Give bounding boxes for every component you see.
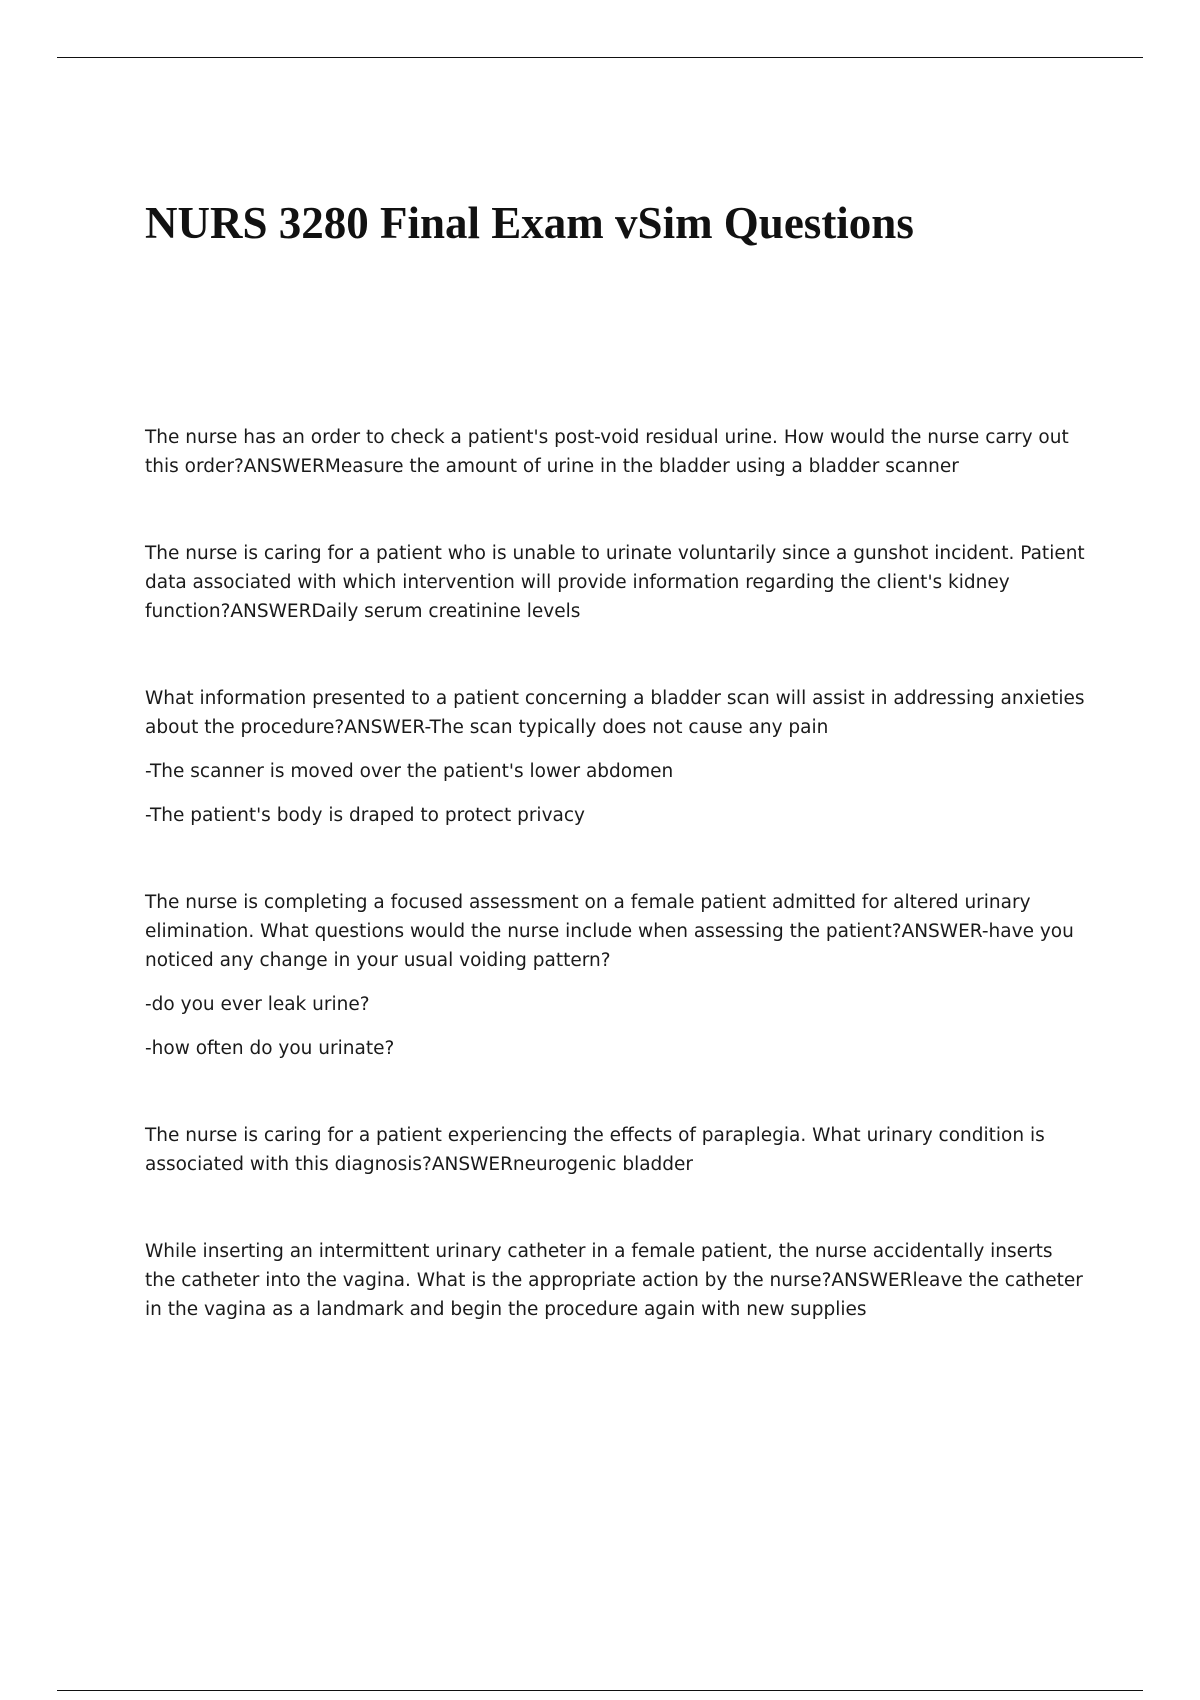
question-text: The nurse is completing a focused assessment on a female patient admitted for altered urinary elimination. What questions would the nurse include when assessing the patient? bbox=[145, 892, 1031, 942]
answer-text: ANSWER-The scan typically does not cause any pain bbox=[344, 717, 829, 738]
qa-paragraph bbox=[145, 539, 1085, 626]
qa-item bbox=[145, 1237, 1085, 1324]
question-text: While inserting an intermittent urinary catheter in a female patient, the nurse accidentally inserts the catheter into the vagina. What is the appropriate action by the nurse? bbox=[145, 1241, 1053, 1291]
answer-text: ANSWERDaily serum creatinine levels bbox=[230, 601, 581, 622]
document-body bbox=[145, 423, 1085, 1382]
question-text: The nurse has an order to check a patient's post-void residual urine. How would the nurse carry out this order? bbox=[145, 427, 1069, 477]
footer-rule bbox=[57, 1690, 1143, 1691]
answer-text: ANSWER-have you noticed any change in your usual voiding pattern? bbox=[145, 921, 1074, 971]
answer-continuation: -do you ever leak urine? bbox=[145, 994, 370, 1015]
answer-text: ANSWERleave the catheter in the vagina as a landmark and begin the procedure again with new supplies bbox=[145, 1270, 1083, 1320]
qa-item bbox=[145, 1121, 1085, 1179]
question-text: The nurse is caring for a patient experiencing the effects of paraplegia. What urinary condition is associated with this diagnosis? bbox=[145, 1125, 1045, 1175]
qa-item bbox=[145, 888, 1085, 1063]
question-text: The nurse is caring for a patient who is unable to urinate voluntarily since a gunshot incident. Patient data associated with which intervention will provide information regarding the client's kidney function? bbox=[145, 543, 1085, 622]
qa-paragraph bbox=[145, 1237, 1085, 1324]
qa-item bbox=[145, 423, 1085, 481]
answer-continuation: -how often do you urinate? bbox=[145, 1038, 395, 1059]
answer-text: ANSWERneurogenic bladder bbox=[431, 1154, 694, 1175]
qa-paragraph bbox=[145, 888, 1085, 975]
document-title: NURS 3280 Final Exam vSim Questions bbox=[145, 198, 914, 248]
header-rule bbox=[57, 57, 1143, 58]
answer-text: ANSWERMeasure the amount of urine in the bladder using a bladder scanner bbox=[243, 456, 959, 477]
qa-item bbox=[145, 684, 1085, 830]
qa-item bbox=[145, 539, 1085, 626]
question-text: What information presented to a patient concerning a bladder scan will assist in addressing anxieties about the procedure? bbox=[145, 688, 1085, 738]
qa-paragraph bbox=[145, 423, 1085, 481]
qa-paragraph bbox=[145, 684, 1085, 742]
answer-continuation: -The patient's body is draped to protect privacy bbox=[145, 805, 585, 826]
qa-paragraph bbox=[145, 1121, 1085, 1179]
answer-continuation: -The scanner is moved over the patient's lower abdomen bbox=[145, 761, 674, 782]
